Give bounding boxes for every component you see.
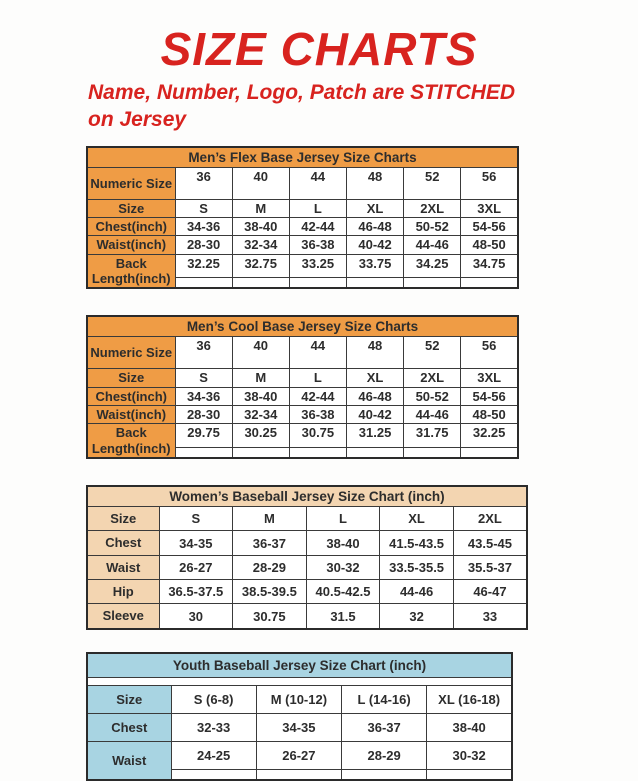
table-row <box>87 604 527 629</box>
table-title: Men’s Flex Base Jersey Size Charts <box>87 147 518 168</box>
size-cell: 30.75 <box>289 424 346 448</box>
size-cell: 24-25 <box>171 742 256 770</box>
size-cell: 48-50 <box>461 406 518 424</box>
table-row <box>87 531 527 555</box>
table-title-row <box>87 316 518 337</box>
size-cell: 50-52 <box>404 218 461 236</box>
size-cell: 42-44 <box>289 387 346 405</box>
size-cell: 36 <box>175 167 232 199</box>
size-cell: 34-35 <box>256 714 341 742</box>
size-cell: 54-56 <box>461 218 518 236</box>
size-cell: 34.25 <box>404 254 461 278</box>
size-cell: 38.5-39.5 <box>233 580 307 604</box>
spacer-cell <box>87 677 512 685</box>
table-row <box>87 199 518 217</box>
size-cell: 2XL <box>453 507 527 531</box>
size-cell: 26-27 <box>256 742 341 770</box>
table-title: Women’s Baseball Jersey Size Chart (inch) <box>87 486 527 507</box>
size-cell: 52 <box>404 337 461 369</box>
size-cell: 46-48 <box>346 218 403 236</box>
size-chart-table-3 <box>86 485 528 630</box>
table-row <box>87 337 518 369</box>
size-cell: 43.5-45 <box>453 531 527 555</box>
table-row <box>87 580 527 604</box>
size-cell: 28-29 <box>233 555 307 579</box>
size-cell: S <box>175 199 232 217</box>
row-label: Chest <box>87 531 159 555</box>
row-label: Back Length(inch) <box>87 424 175 458</box>
size-cell: 32.25 <box>175 254 232 278</box>
table-title: Youth Baseball Jersey Size Chart (inch) <box>87 653 512 678</box>
size-cell: 30-32 <box>306 555 380 579</box>
row-label: Size <box>87 685 171 713</box>
strip-cell <box>404 278 461 289</box>
size-cell: 54-56 <box>461 387 518 405</box>
strip-cell <box>232 278 289 289</box>
size-cell: S (6-8) <box>171 685 256 713</box>
table-row <box>87 742 512 770</box>
row-label: Waist <box>87 742 171 781</box>
strip-cell <box>461 278 518 289</box>
row-label: Size <box>87 507 159 531</box>
size-cell: 34-35 <box>159 531 233 555</box>
size-cell: 34-36 <box>175 387 232 405</box>
size-cell: 36-37 <box>233 531 307 555</box>
size-cell: 31.75 <box>404 424 461 448</box>
size-cell: 44 <box>289 337 346 369</box>
row-label: Waist(inch) <box>87 236 175 254</box>
table-row <box>87 424 518 448</box>
row-label: Back Length(inch) <box>87 254 175 288</box>
size-cell: L <box>289 199 346 217</box>
row-label: Hip <box>87 580 159 604</box>
row-label: Numeric Size <box>87 337 175 369</box>
size-cell: 38-40 <box>306 531 380 555</box>
page-subtitle: Name, Number, Logo, Patch are STITCHED on Jersey <box>88 81 516 131</box>
strip-cell <box>256 770 341 781</box>
table-title-row <box>87 486 527 507</box>
strip-cell <box>232 448 289 459</box>
strip-cell <box>171 770 256 781</box>
size-cell: 48-50 <box>461 236 518 254</box>
table-row <box>87 254 518 278</box>
size-chart-table-4 <box>86 652 513 781</box>
table-row <box>87 369 518 387</box>
size-cell: M <box>233 507 307 531</box>
size-cell: 36.5-37.5 <box>159 580 233 604</box>
table-row <box>87 167 518 199</box>
size-cell: M <box>232 369 289 387</box>
table-row <box>87 236 518 254</box>
size-cell: 35.5-37 <box>453 555 527 579</box>
size-cell: 32-33 <box>171 714 256 742</box>
size-cell: 48 <box>346 337 403 369</box>
size-cell: 28-29 <box>342 742 427 770</box>
title-spacer-row <box>87 677 512 685</box>
row-label: Waist(inch) <box>87 406 175 424</box>
row-label: Size <box>87 199 175 217</box>
size-cell: 31.25 <box>346 424 403 448</box>
size-cell: 2XL <box>404 369 461 387</box>
size-cell: 28-30 <box>175 236 232 254</box>
size-cell: 26-27 <box>159 555 233 579</box>
row-label: Numeric Size <box>87 167 175 199</box>
size-cell: XL <box>380 507 454 531</box>
size-cell: 36-38 <box>289 406 346 424</box>
size-cell: L <box>306 507 380 531</box>
size-cell: S <box>175 369 232 387</box>
size-cell: 38-40 <box>232 218 289 236</box>
table-row <box>87 406 518 424</box>
size-cell: 33.25 <box>289 254 346 278</box>
size-cell: 36 <box>175 337 232 369</box>
size-cell: 3XL <box>461 369 518 387</box>
size-cell: 42-44 <box>289 218 346 236</box>
size-cell: 31.5 <box>306 604 380 629</box>
size-cell: 28-30 <box>175 406 232 424</box>
table-title-row <box>87 147 518 168</box>
row-label: Chest <box>87 714 171 742</box>
size-cell: 32-34 <box>232 406 289 424</box>
size-cell: 2XL <box>404 199 461 217</box>
size-cell: 40-42 <box>346 236 403 254</box>
size-cell: 40 <box>232 337 289 369</box>
strip-cell <box>289 278 346 289</box>
row-label: Chest(inch) <box>87 387 175 405</box>
tables-container <box>86 146 638 781</box>
strip-cell <box>461 448 518 459</box>
table-row <box>87 387 518 405</box>
size-cell: 48 <box>346 167 403 199</box>
size-cell: 41.5-43.5 <box>380 531 454 555</box>
table-row <box>87 714 512 742</box>
size-cell: 46-48 <box>346 387 403 405</box>
size-cell: XL <box>346 199 403 217</box>
strip-cell <box>342 770 427 781</box>
size-cell: 3XL <box>461 199 518 217</box>
table-row <box>87 507 527 531</box>
size-cell: L <box>289 369 346 387</box>
size-chart-table-1 <box>86 146 519 290</box>
size-cell: 30.75 <box>233 604 307 629</box>
size-cell: 32.25 <box>461 424 518 448</box>
size-cell: 33.75 <box>346 254 403 278</box>
size-cell: 30-32 <box>427 742 512 770</box>
size-cell: 46-47 <box>453 580 527 604</box>
strip-cell <box>427 770 512 781</box>
size-cell: 34.75 <box>461 254 518 278</box>
size-cell: 52 <box>404 167 461 199</box>
size-cell: S <box>159 507 233 531</box>
table-row <box>87 685 512 713</box>
row-label: Chest(inch) <box>87 218 175 236</box>
page-title: SIZE CHARTS <box>160 23 478 75</box>
row-label: Sleeve <box>87 604 159 629</box>
strip-cell <box>404 448 461 459</box>
size-cell: 40.5-42.5 <box>306 580 380 604</box>
size-cell: XL (16-18) <box>427 685 512 713</box>
strip-cell <box>175 448 232 459</box>
size-cell: XL <box>346 369 403 387</box>
size-cell: L (14-16) <box>342 685 427 713</box>
strip-cell <box>289 448 346 459</box>
size-cell: 36-38 <box>289 236 346 254</box>
size-cell: 38-40 <box>232 387 289 405</box>
size-chart-table-2 <box>86 315 519 459</box>
size-cell: M <box>232 199 289 217</box>
size-cell: 32 <box>380 604 454 629</box>
size-cell: 56 <box>461 337 518 369</box>
size-cell: 34-36 <box>175 218 232 236</box>
size-cell: 30.25 <box>232 424 289 448</box>
size-cell: 36-37 <box>342 714 427 742</box>
size-cell: 44-46 <box>404 236 461 254</box>
size-cell: 44-46 <box>380 580 454 604</box>
strip-cell <box>175 278 232 289</box>
table-row <box>87 218 518 236</box>
size-cell: 32.75 <box>232 254 289 278</box>
strip-cell <box>346 448 403 459</box>
size-cell: 40 <box>232 167 289 199</box>
size-cell: 44 <box>289 167 346 199</box>
size-cell: 50-52 <box>404 387 461 405</box>
size-cell: 29.75 <box>175 424 232 448</box>
size-cell: M (10-12) <box>256 685 341 713</box>
table-title: Men’s Cool Base Jersey Size Charts <box>87 316 518 337</box>
table-title-row <box>87 653 512 678</box>
size-cell: 33.5-35.5 <box>380 555 454 579</box>
size-cell: 44-46 <box>404 406 461 424</box>
table-row <box>87 555 527 579</box>
strip-cell <box>346 278 403 289</box>
size-cell: 56 <box>461 167 518 199</box>
size-cell: 40-42 <box>346 406 403 424</box>
size-cell: 33 <box>453 604 527 629</box>
row-label: Waist <box>87 555 159 579</box>
size-cell: 38-40 <box>427 714 512 742</box>
size-cell: 30 <box>159 604 233 629</box>
row-label: Size <box>87 369 175 387</box>
size-cell: 32-34 <box>232 236 289 254</box>
